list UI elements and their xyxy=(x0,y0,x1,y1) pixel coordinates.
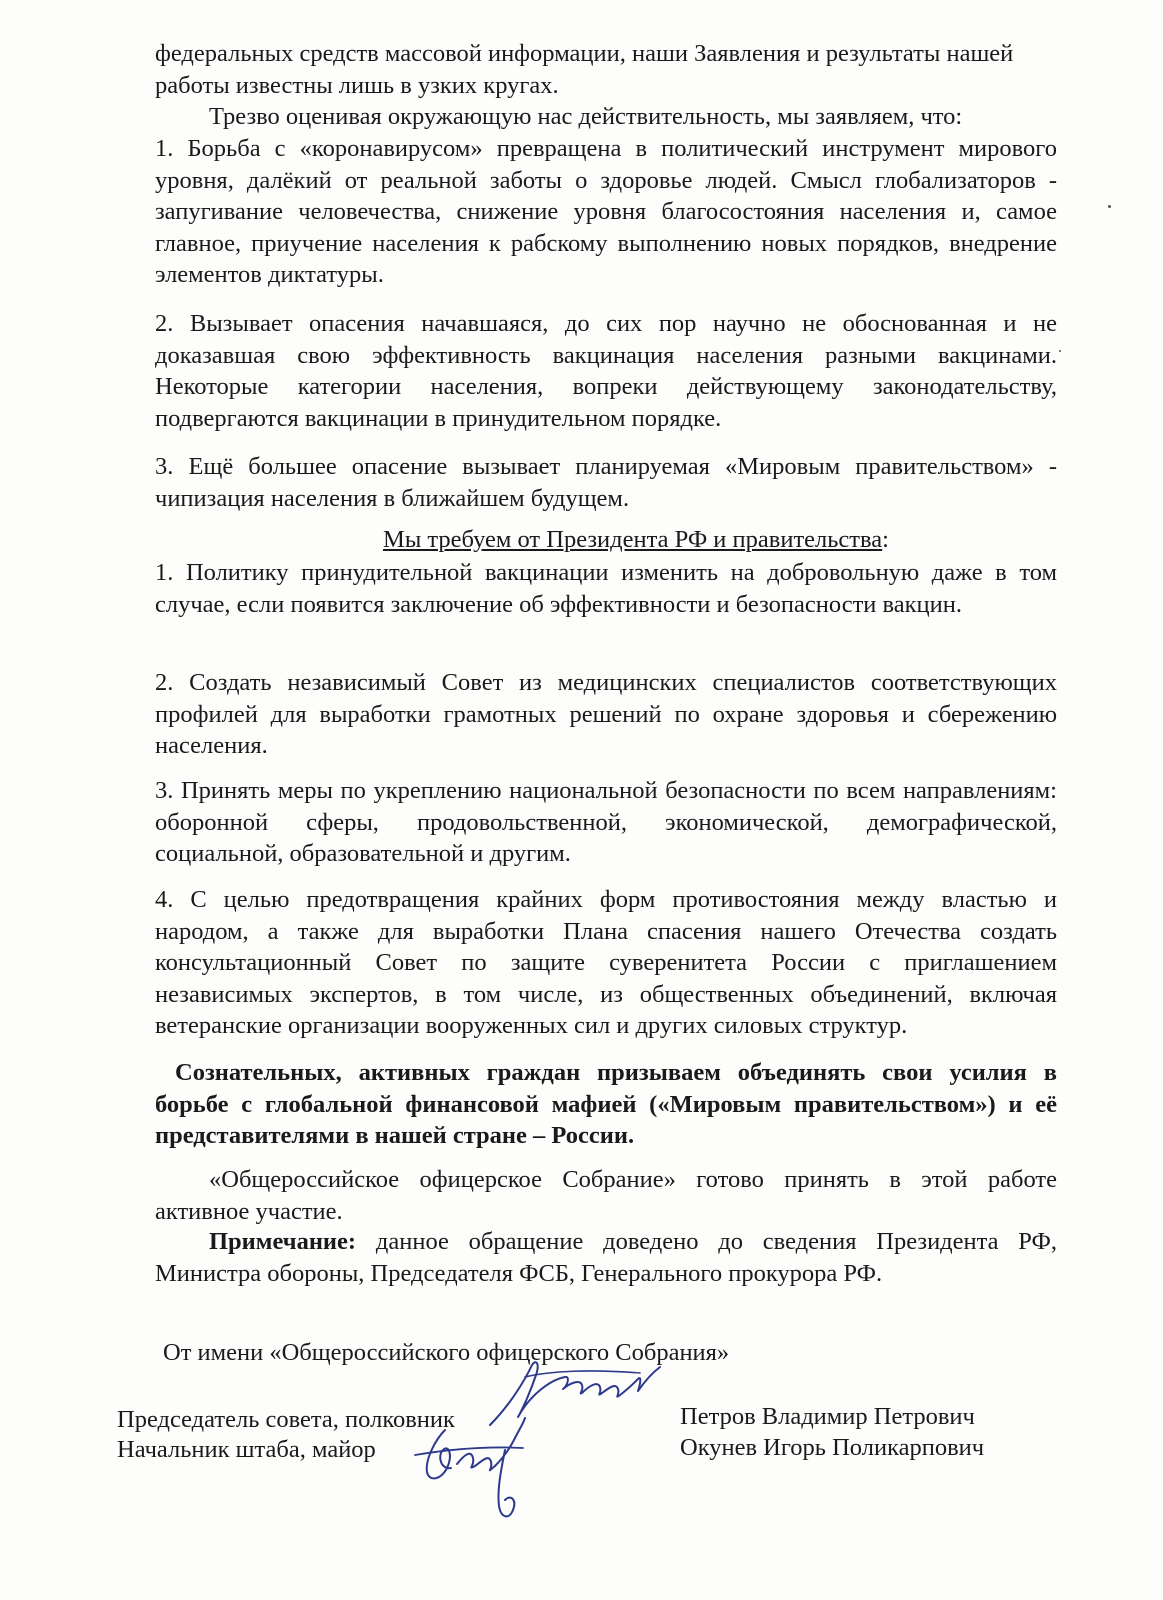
demand-item: 4. С целью предотвращения крайних форм противостояния между властью и народом, а также для выработки Плана спасения нашего Отечества создать консультационный Совет по защите суверенитета России с приглашением независимых экспертов, в том числе, из общественных объединений, включая ветеранские организации вооруженных сил и других силовых структур. xyxy=(155,886,1057,1039)
signer-position: Начальник штаба, майор xyxy=(117,1436,376,1463)
assessment-intro: Трезво оценивая окружающую нас действительность, мы заявляем, что: xyxy=(209,103,963,130)
note-label: Примечание: xyxy=(209,1228,357,1255)
demands-heading xyxy=(155,524,1057,556)
demand-item: 1. Политику принудительной вакцинации изменить на добровольную даже в том случае, если появится заключение об эффективности и безопасности вакцин. xyxy=(155,559,1057,618)
signer-name: Окунев Игорь Поликарпович xyxy=(680,1434,985,1461)
intro-continuation: федеральных средств массовой информации, наши Заявления и результаты нашей работы известны лишь в узких кругах. xyxy=(155,40,1014,99)
statement-item: 2. Вызывает опасения начавшаяся, до сих пор научно не обоснованная и не доказавшая свою эффективность вакцинация населения разными вакцинами. Некоторые категории населения, вопреки действующему законодательству, подвергаются вакцинации в принудительном порядке. xyxy=(155,310,1057,432)
demands-heading-colon: : xyxy=(882,526,889,553)
demand-item: 3. Принять меры по укреплению национальной безопасности по всем направлениям: оборонной сферы, продовольственной, экономической, демографической, социальной, образовательной и другим. xyxy=(155,777,1057,867)
demand-item: 2. Создать независимый Совет из медицинских специалистов соответствующих профилей для выработки грамотных решений по охране здоровья и сбережению населения. xyxy=(155,669,1057,759)
appeal-paragraph: Сознательных, активных граждан призываем объединять свои усилия в борьбе с глобальной финансовой мафией («Мировым правительством») и её представителями в нашей стране – России. xyxy=(155,1059,1057,1149)
participation-paragraph: «Общероссийское офицерское Собрание» готово принять в этой работе активное участие. xyxy=(155,1166,1057,1225)
statement-item: 3. Ещё большее опасение вызывает планируемая «Мировым правительством» - чипизация населения в ближайшем будущем. xyxy=(155,453,1057,512)
note-text: данное обращение доведено до сведения Президента РФ, Министра обороны, Председателя ФСБ, Генерального прокурора РФ. xyxy=(155,1228,1057,1287)
note-paragraph xyxy=(155,1226,1057,1289)
demands-heading-text: Мы требуем от Президента РФ и правительства xyxy=(383,526,883,553)
on-behalf-line: От имени «Общероссийского офицерского Собрания» xyxy=(163,1339,730,1366)
statement-item: 1. Борьба с «коронавирусом» превращена в политический инструмент мирового уровня, далёкий от реальной заботы о здоровье людей. Смысл глобализаторов - запугивание человечества, снижение уровня благосостояния населения и, самое главное, приучение населения к рабскому выполнению новых порядков, внедрение элементов диктатуры. xyxy=(155,135,1057,288)
signer-position: Председатель совета, полковник xyxy=(117,1406,455,1433)
scan-speck xyxy=(1108,205,1111,208)
scan-speck xyxy=(1059,350,1061,352)
signer-name: Петров Владимир Петрович xyxy=(680,1403,975,1430)
